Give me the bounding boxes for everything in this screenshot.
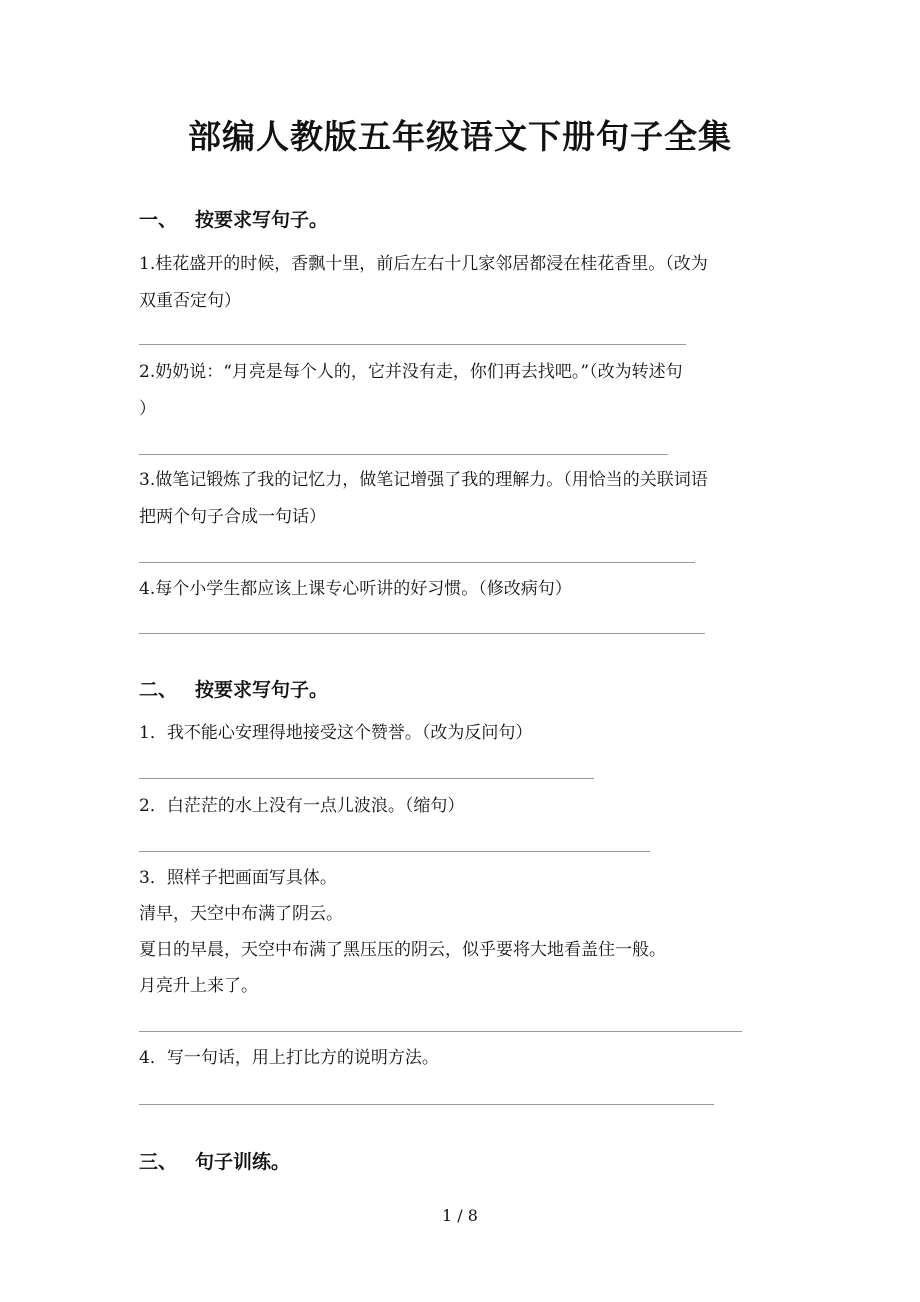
section-title: 句子训练。 <box>195 1151 291 1173</box>
question-text: 4.每个小学生都应该上课专心听讲的好习惯。（修改病句） <box>139 579 572 599</box>
section-number: 一、 <box>139 209 178 231</box>
example-text: 清早，天空中布满了阴云。 <box>139 904 343 924</box>
answer-line <box>139 454 668 455</box>
example-text: 月亮升上来了。 <box>139 976 258 996</box>
question-text: 4．写一句话，用上打比方的说明方法。 <box>139 1048 439 1068</box>
example-text: 夏日的早晨，天空中布满了黑压压的阴云，似乎要将大地看盖住一般。 <box>139 940 666 960</box>
answer-line <box>139 778 594 779</box>
page-indicator: 1 / 8 <box>442 1206 478 1225</box>
section-heading-2 <box>139 677 328 703</box>
answer-line <box>139 851 650 852</box>
question-text: 3．照样子把画面写具体。 <box>139 868 337 888</box>
question-text: 2.奶奶说：“月亮是每个人的，它并没有走，你们再去找吧。”（改为转述句 <box>139 362 683 382</box>
section-heading-3 <box>139 1149 290 1175</box>
section-number: 三、 <box>139 1151 178 1173</box>
answer-line <box>139 1104 714 1105</box>
answer-line <box>139 633 705 634</box>
answer-line <box>139 1031 742 1032</box>
document-title: 部编人教版五年级语文下册句子全集 <box>188 117 732 156</box>
question-text: 3.做笔记锻炼了我的记忆力，做笔记增强了我的理解力。（用恰当的关联词语 <box>139 470 708 490</box>
question-text: 1.桂花盛开的时候，香飘十里，前后左右十几家邻居都浸在桂花香里。（改为 <box>139 254 708 274</box>
question-text: ） <box>139 399 156 419</box>
section-number: 二、 <box>139 679 178 701</box>
question-text: 1．我不能心安理得地接受这个赞誉。（改为反问句） <box>139 723 533 743</box>
question-text: 双重否定句） <box>139 291 241 311</box>
section-title: 按要求写句子。 <box>195 209 329 231</box>
question-text: 2．白茫茫的水上没有一点儿波浪。（缩句） <box>139 796 465 816</box>
answer-line <box>139 562 695 563</box>
section-heading-1 <box>139 207 328 233</box>
question-text: 把两个句子合成一句话） <box>139 507 326 527</box>
section-title: 按要求写句子。 <box>195 679 329 701</box>
answer-line <box>139 344 686 345</box>
